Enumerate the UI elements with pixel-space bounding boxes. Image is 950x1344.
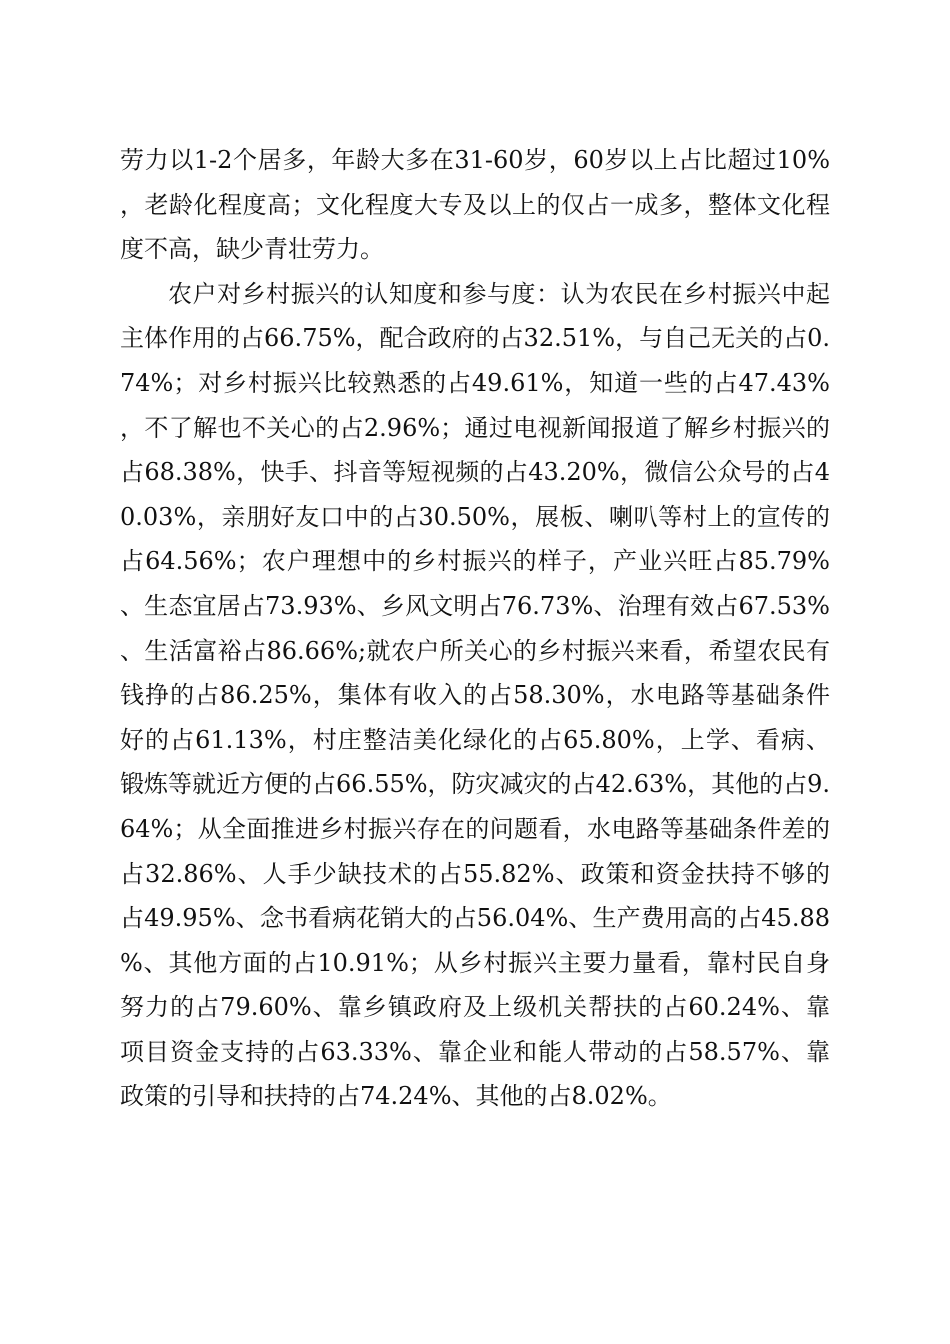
paragraph-labor-demographics: 劳力以1-2个居多，年龄大多在31-60岁，60岁以上占比超过10%，老龄化程度高；文化程度大专及以上的仅占一成多，整体文化程度不高，缺少青壮劳力。 bbox=[120, 146, 830, 264]
paragraph-rural-revitalization-survey: 农户对乡村振兴的认知度和参与度：认为农民在乡村振兴中起主体作用的占66.75%，配合政府的占32.51%，与自己无关的占0.74%；对乡村振兴比较熟悉的占49.61%，知道一些的占47.43%，不了解也不关心的占2.96%；通过电视新闻报道了解乡村振兴的占68.38%，快手、抖音等短视频的占43.20%，微信公众号的占40.03%，亲朋好友口中的占30.50%，展板、喇叭等村上的宣传的占64.56%；农户理想中的乡村振兴的样子，产业兴旺占85.79%、生态宜居占73.93%、乡风文明占76.73%、治理有效占67.53%、生活富裕占86.66%;就农户所关心的乡村振兴来看，希望农民有钱挣的占86.25%，集体有收入的占58.30%，水电路等基础条件好的占61.13%，村庄整洁美化绿化的占65.80%，上学、看病、锻炼等就近方便的占66.55%，防灾减灾的占42.63%，其他的占9.64%；从全面推进乡村振兴存在的问题看，水电路等基础条件差的占32.86%、人手少缺技术的占55.82%、政策和资金扶持不够的占49.95%、念书看病花销大的占56.04%、生产费用高的占45.88%、其他方面的占10.91%；从乡村振兴主要力量看，靠村民自身努力的占79.60%、靠乡镇政府及上级机关帮扶的占60.24%、靠项目资金支持的占63.33%、靠企业和能人带动的占58.57%、靠政策的引导和扶持的占74.24%、其他的占8.02%。 bbox=[120, 279, 830, 1111]
document-body bbox=[120, 138, 830, 1119]
